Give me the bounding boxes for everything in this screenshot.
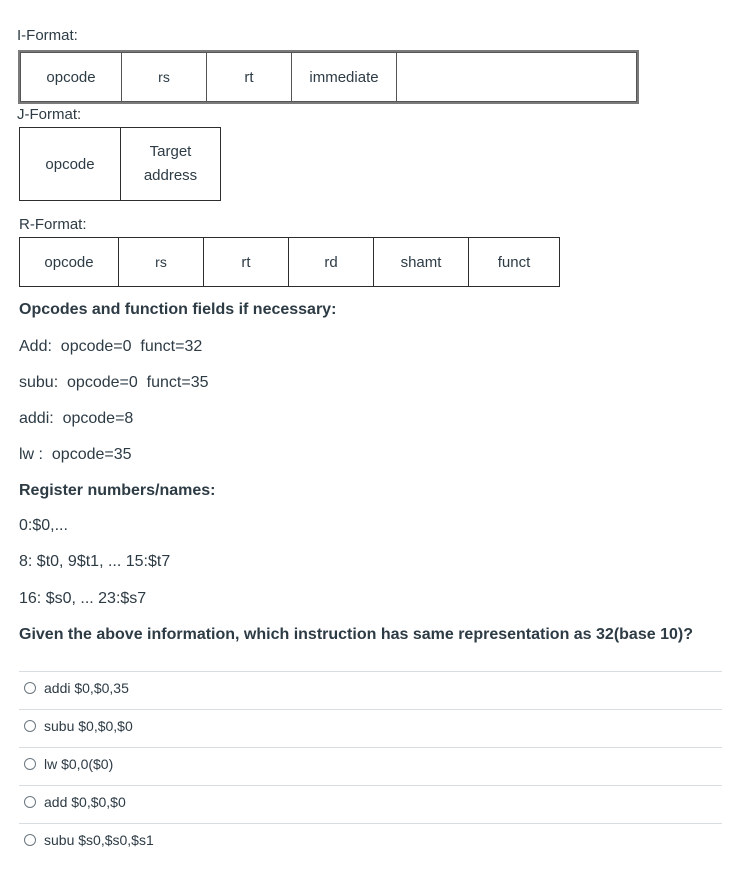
i-format-immediate-cell: immediate <box>292 53 397 102</box>
i-format-rs-cell: rs <box>122 53 207 102</box>
answer-option-label: subu $s0,$s0,$s1 <box>44 832 154 848</box>
radio-button[interactable] <box>24 796 36 808</box>
registers-heading: Register numbers/names: <box>19 482 216 499</box>
answer-option[interactable] <box>24 718 133 734</box>
opcodes-heading: Opcodes and function fields if necessary: <box>19 301 337 318</box>
j-format-table <box>19 127 221 201</box>
answer-option-label: addi $0,$0,35 <box>44 680 129 696</box>
i-format-rt-cell: rt <box>207 53 292 102</box>
addi-opcode-line: addi: opcode=8 <box>19 410 134 427</box>
r-format-rt-cell: rt <box>204 238 289 287</box>
r-format-opcode-cell: opcode <box>20 238 119 287</box>
radio-button[interactable] <box>24 720 36 732</box>
subu-opcode-line: subu: opcode=0 funct=35 <box>19 374 209 391</box>
j-format-target-cell: Target address <box>121 128 221 201</box>
radio-button[interactable] <box>24 758 36 770</box>
answer-option[interactable] <box>24 794 126 810</box>
i-format-empty-cell <box>397 53 637 102</box>
r-format-table <box>19 237 560 287</box>
r-format-shamt-cell: shamt <box>374 238 469 287</box>
answer-option[interactable] <box>24 756 113 772</box>
j-format-opcode-cell: opcode <box>20 128 121 201</box>
register-line-8: 8: $t0, 9$t1, ... 15:$t7 <box>19 553 171 570</box>
register-line-0: 0:$0,... <box>19 517 68 534</box>
answer-option-label: add $0,$0,$0 <box>44 794 126 810</box>
r-format-rs-cell: rs <box>119 238 204 287</box>
r-format-funct-cell: funct <box>469 238 560 287</box>
i-format-opcode-cell: opcode <box>21 53 122 102</box>
divider <box>19 785 722 786</box>
answer-option-label: lw $0,0($0) <box>44 756 114 772</box>
divider <box>19 747 722 748</box>
answer-option[interactable] <box>24 832 154 848</box>
lw-opcode-line: lw : opcode=35 <box>19 446 132 463</box>
answer-option-label: subu $0,$0,$0 <box>44 718 133 734</box>
divider <box>19 823 722 824</box>
j-format-label: J-Format: <box>17 106 82 123</box>
add-opcode-line: Add: opcode=0 funct=32 <box>19 338 203 355</box>
divider <box>19 671 722 672</box>
r-format-label: R-Format: <box>19 216 87 233</box>
r-format-rd-cell: rd <box>289 238 374 287</box>
radio-button[interactable] <box>24 834 36 846</box>
divider <box>19 709 722 710</box>
i-format-label: I-Format: <box>17 27 78 44</box>
answer-option[interactable] <box>24 680 129 696</box>
question-text: Given the above information, which instruction has same representation as 32(base 10)? <box>19 626 693 643</box>
radio-button[interactable] <box>24 682 36 694</box>
i-format-table <box>18 50 639 104</box>
register-line-16: 16: $s0, ... 23:$s7 <box>19 590 147 607</box>
